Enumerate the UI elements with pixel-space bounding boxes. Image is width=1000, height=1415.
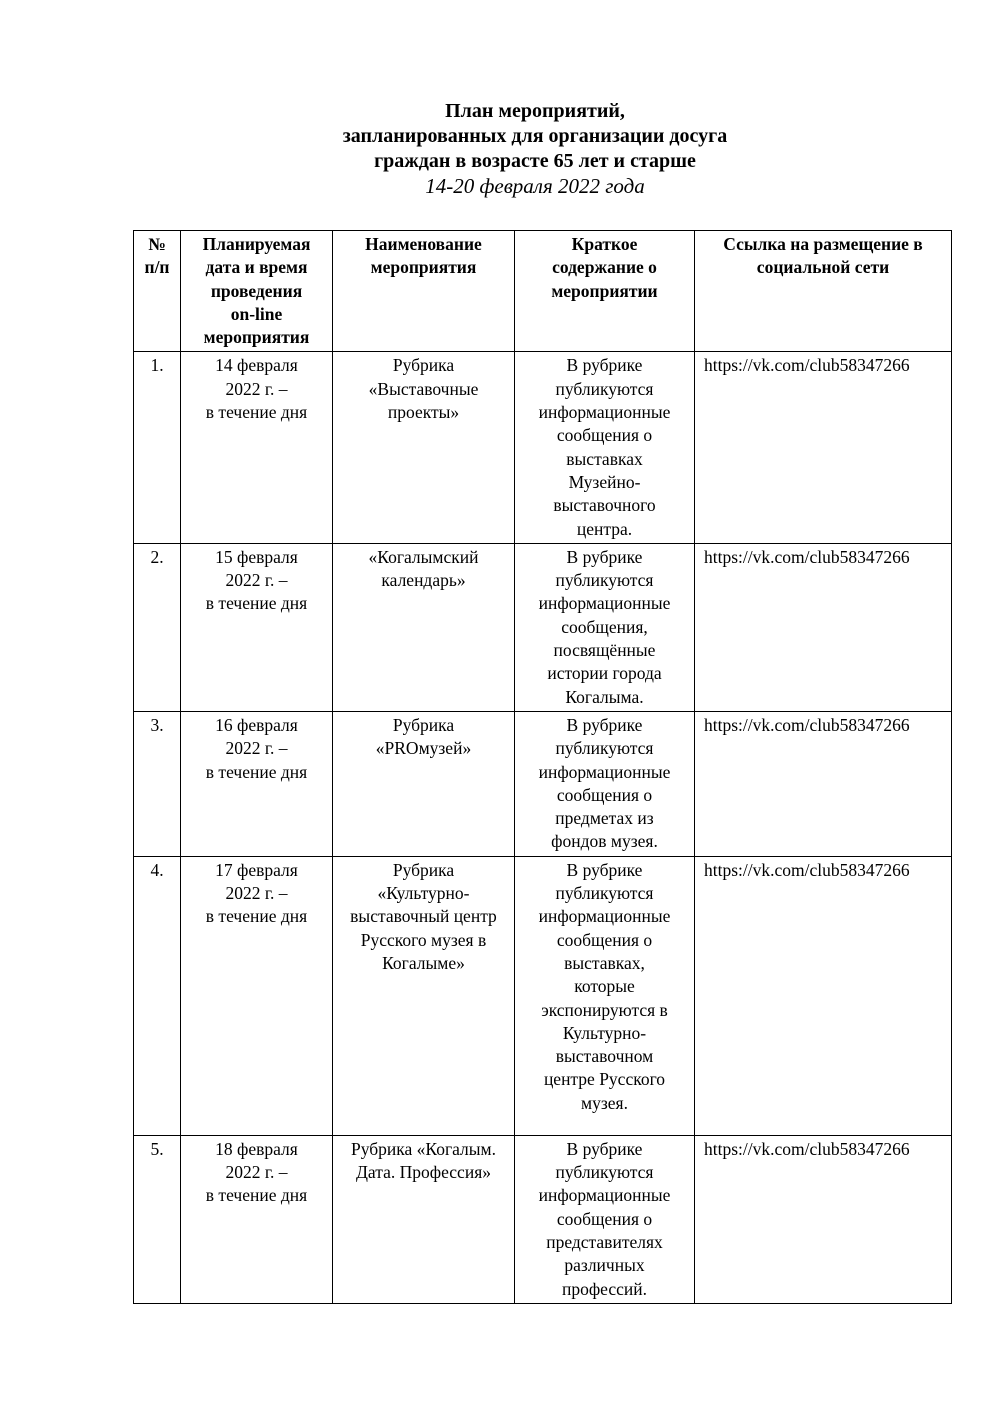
event-name: «Когалымский календарь» [333, 543, 515, 711]
row-number: 3. [134, 711, 181, 856]
event-date: 17 февраля 2022 г. – в течение дня [181, 856, 333, 1135]
events-table [133, 230, 952, 1304]
social-link[interactable]: https://vk.com/club58347266 [695, 543, 952, 711]
column-header-name: Наименование мероприятия [333, 231, 515, 352]
event-date: 14 февраля 2022 г. – в течение дня [181, 352, 333, 543]
date-range-subtitle: 14-20 февраля 2022 года [425, 174, 645, 198]
table-row [134, 711, 952, 856]
event-date: 16 февраля 2022 г. – в течение дня [181, 711, 333, 856]
event-content: В рубрике публикуются информационные сообщения о выставках, которые экспонируются в Культурно- выставочном центре Русского музея. [515, 856, 695, 1135]
social-link[interactable]: https://vk.com/club58347266 [695, 1135, 952, 1303]
social-link[interactable]: https://vk.com/club58347266 [695, 352, 952, 543]
event-name: Рубрика «PROмузей» [333, 711, 515, 856]
column-header-number: № п/п [134, 231, 181, 352]
event-name: Рубрика «Культурно- выставочный центр Русского музея в Когалыме» [333, 856, 515, 1135]
event-content: В рубрике публикуются информационные сообщения о предметах из фондов музея. [515, 711, 695, 856]
table-row [134, 543, 952, 711]
event-content: В рубрике публикуются информационные сообщения о выставках Музейно- выставочного центра. [515, 352, 695, 543]
column-header-date: Планируемая дата и время проведения on-line мероприятия [181, 231, 333, 352]
column-header-content: Краткое содержание о мероприятии [515, 231, 695, 352]
title-line-1: План мероприятий, [445, 100, 625, 122]
table-header-row [134, 231, 952, 352]
event-name: Рубрика «Выставочные проекты» [333, 352, 515, 543]
social-link[interactable]: https://vk.com/club58347266 [695, 856, 952, 1135]
table-row [134, 352, 952, 543]
row-number: 5. [134, 1135, 181, 1303]
row-number: 2. [134, 543, 181, 711]
column-header-link: Ссылка на размещение в социальной сети [695, 231, 952, 352]
table-row [134, 1135, 952, 1303]
title-line-2: запланированных для организации досуга [342, 125, 728, 147]
row-number: 1. [134, 352, 181, 543]
table-row [134, 856, 952, 1135]
event-content: В рубрике публикуются информационные сообщения о представителях различных профессий. [515, 1135, 695, 1303]
title-line-3: граждан в возрасте 65 лет и старше [374, 150, 696, 172]
event-date: 15 февраля 2022 г. – в течение дня [181, 543, 333, 711]
row-number: 4. [134, 856, 181, 1135]
document-header [0, 99, 1000, 199]
event-date: 18 февраля 2022 г. – в течение дня [181, 1135, 333, 1303]
event-name: Рубрика «Когалым. Дата. Профессия» [333, 1135, 515, 1303]
event-content: В рубрике публикуются информационные сообщения, посвящённые истории города Когалыма. [515, 543, 695, 711]
social-link[interactable]: https://vk.com/club58347266 [695, 711, 952, 856]
